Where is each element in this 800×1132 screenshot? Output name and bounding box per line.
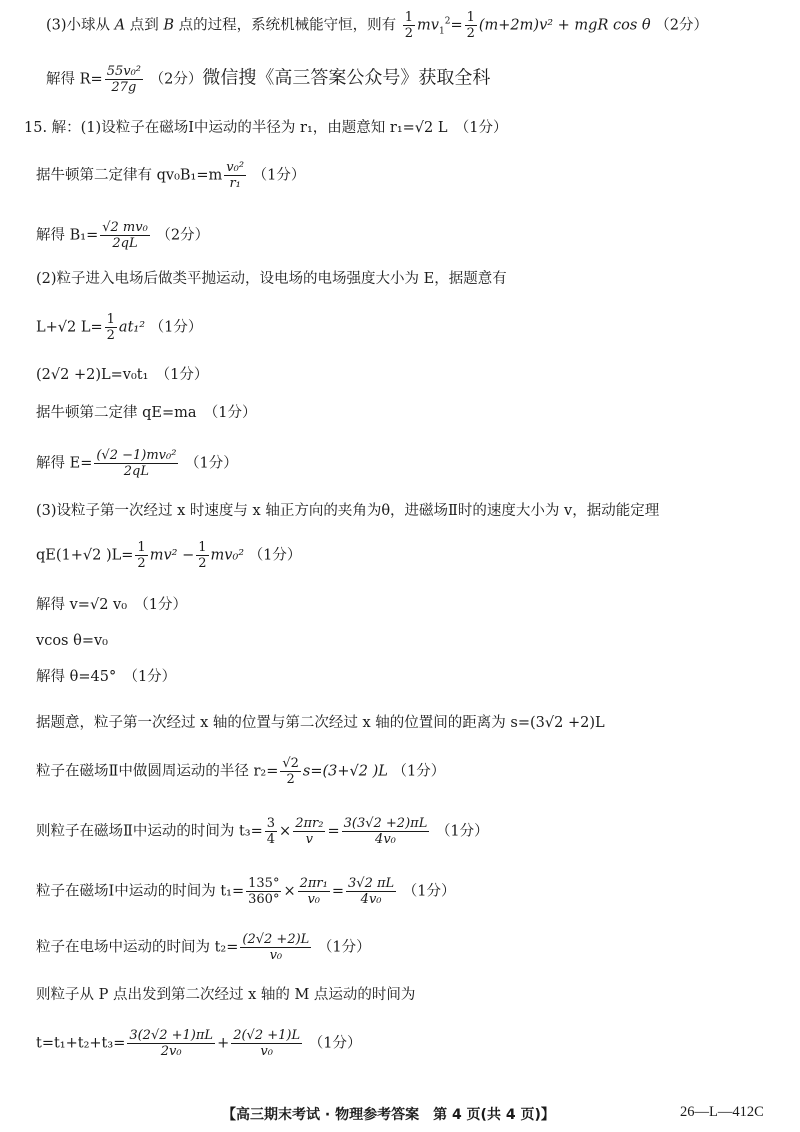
q15-line-12: vcos θ=v₀	[36, 633, 108, 649]
q15-line-7: 据牛顿第二定律 qE=ma （1分）	[36, 405, 257, 421]
q15-line-10: qE(1+√2 )L= $\frac{1}{2}$ mv² − $\frac{1}{2}$ mv₀² （1分）	[36, 540, 302, 571]
q15-line-19: 则粒子从 P 点出发到第二次经过 x 轴的 M 点运动的时间为	[36, 987, 416, 1003]
q15-line-1: 15. 解：(1)设粒子在磁场Ⅰ中运动的半径为 r₁，由题意知 r₁=√2 L （1分）	[24, 120, 508, 136]
q13-line-result: 解得 R= $\frac{\text{55v₀²}}{27g}$ （2分）微信搜《高三答案公众号》获取全科	[46, 64, 491, 95]
q15-line-17: 粒子在磁场Ⅰ中运动的时间为 t₁= $\frac{135^\circ}{360^\circ}$ × $\frac{\text{2πr₁}}{\text{v₀}}$ = $\frac{3√2 \pi L}{\text{4v₀}}$ （1分）	[36, 876, 456, 907]
q15-line-13: 解得 θ=45° （1分）	[36, 669, 177, 685]
q15-line-6: (2√2 +2)L=v₀t₁ （1分）	[36, 367, 209, 383]
q15-line-20: t=t₁+t₂+t₃= $\frac{3(2√2 +1)\pi L}{\text{2v₀}}$ + $\frac{2(√2 +1)L}{\text{v₀}}$ （1分）	[36, 1028, 362, 1059]
q15-line-14: 据题意，粒子第一次经过 x 轴的位置与第二次经过 x 轴的位置间的距离为 s=(3√2 +2)L	[36, 715, 605, 731]
q15-line-9: (3)设粒子第一次经过 x 时速度与 x 轴正方向的夹角为θ，进磁场Ⅱ时的速度大小为 v，据动能定理	[36, 503, 660, 519]
footer-title: 【高三期末考试 · 物理参考答案 第 4 页(共 4 页)】	[222, 1107, 555, 1123]
q15-line-5: L+√2 L= $\frac{1}{2}$ at₁² （1分）	[36, 312, 203, 343]
q15-line-15: 粒子在磁场Ⅱ中做圆周运动的半径 r₂= $\frac{√2}{2}$ s=(3+√2 )L （1分）	[36, 756, 446, 787]
q15-line-3: 解得 B₁= $\frac{\text{√2 mv₀}}{2qL}$ （2分）	[36, 220, 210, 251]
footer-code: 26—L—412C	[680, 1104, 764, 1120]
q15-line-18: 粒子在电场中运动的时间为 t₂= $\frac{(2√2 +2)L}{\text{v₀}}$ （1分）	[36, 932, 371, 963]
q15-line-4: (2)粒子进入电场后做类平抛运动，设电场的电场强度大小为 E，据题意有	[36, 271, 507, 287]
q15-line-11: 解得 v=√2 v₀ （1分）	[36, 597, 188, 613]
q15-line-8: 解得 E= $\frac{\text{(√2 −1)mv₀²}}{2qL}$ （1分）	[36, 448, 238, 479]
q15-line-16: 则粒子在磁场Ⅱ中运动的时间为 t₃= $\frac{3}{4}$ × $\frac{\text{2πr₂}}{v}$ = $\frac{3(3√2 +2)\pi L}{\text{4v₀}}$ （1分）	[36, 816, 489, 847]
q15-line-2: 据牛顿第二定律有 qv₀B₁=m $\frac{\text{v₀²}}{\text{r₁}}$ （1分）	[36, 160, 306, 191]
q13-line-energy: (3)小球从 A 点到 B 点的过程，系统机械能守恒，则有 $\frac{1}{2}$ $mv_1^2=$ $\frac{1}{2}$ (m+2m)v² + mgR cos θ （2分）	[46, 10, 708, 41]
promo-text: 微信搜《高三答案公众号》获取全科	[202, 67, 491, 89]
